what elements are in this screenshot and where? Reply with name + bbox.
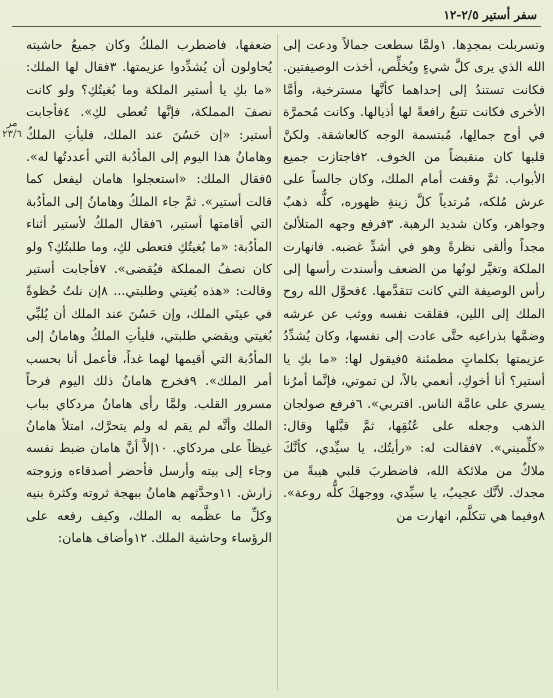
text-column-left [26,34,272,694]
column-right-text: وتسربلت بمجدِها. ١ولمَّا سطعت جمالاً ودعت إلى الله الذي يرى كلَّ شيءٍ ويُخلِّص، أخذت الوصيفتين. فكانت تستندُ إلى إحداهما كأنَّها مسترخية، وأمَّا الأخرى فكانت تتبعُ رافعةً لها أذيالها. وكانت مُحمرَّة في أوج جمالِها، مُبتسمة الوجه كالعاشقة. ولكنَّ قلبها كان منقبضاً من الخوف. ٢فاجتازت جميع الأبواب. ثمَّ وقفت أمام الملك، وكان جالساً على عرش مُلكه، مُرتدياً كلَّ زينةِ ظهوره، كلُّه ذهبٌ وجواهر، وكان شديد الرهبة. ٣فرفع وجهه المتلألئ مجداً وألقى نظرةً وهو في أشدِّ غضبه. فانهارت الملكة وتغيَّر لونُها من الضعف وأسندت رأسها إلى رأس الوصيفة التي كانت تتقدَّمها. ٤فحوَّل الله روح الملك إلى اللين، فقلقت نفسه ووثب عن عرشه وضمَّها بذراعيه حتَّى عادت إلى نفسها، وكان يُشدِّدُ عزيمتها بكلماتٍ مطمئنة ٥فيقول لها: «ما بكِ يا أستير؟ أنا أخوكِ، أنعمي بالاً، لن تموتي، فإنَّما أمرُنا يسري على عامَّة الناس. اقتربي». ٦فرفع صولجان الذهب وجعله على عُنُقِها، ثمَّ قبَّلها وقال: «كلِّميني». ٧فقالت له: «رأيتُك، يا سيِّدي، كأنَّكَ ملاكٌ من ملائكة الله، فاضطربَ قلبي هيبةً من مجدك. لأنَّك عجيبٌ، يا سيِّدي، ووجهكَ كلُّه روعة». ٨وفيما هي تتكلَّم، انهارت من [283,37,545,523]
page-header [12,6,541,27]
page-reference: سفر أستير ٢/٥-١٢ [443,8,537,22]
text-column-right [283,34,545,694]
margin-cross-reference: مر ٢٣/٦ [2,118,22,140]
column-left-text: ضعفها، فاضطرب الملكُ وكان جميعُ حاشيته يُحاولون أن يُشدِّدوا عزيمتها. ٣فقال لها الملك: «ما بكِ يا أستير الملكة وما بُغيتُكِ؟ ولو كانت نصفَ المملكة، فإنَّها تُعطى لكِ». ٤فأجابت أستير: «إن حَسُنَ عند الملك، فليأتِ الملكُ وهامانُ هذا اليوم إلى المأدُبة التي أعددتُها له». ٥فقال الملك: «استعجلوا هامان ليفعل كما قالت أستير». ثمَّ جاء الملكُ وهامانُ إلى المأدُبة التي أقامتها أستير، ٦فقال الملكُ لأستير أثناء المأدُبة: «ما بُغيتُكِ فتعطى لكِ، وما طلبتُكِ؟ ولو كان نصفُ المملكة فيُقضى». ٧فأجابت أستير وقالت: «هذه بُغيتي وطلبتي... ٨إن نلتُ حُظوةً في عينَي الملك، وإن حَسُنَ عند الملك أن يُلبِّي بُغيتي ويقضي طلبتي، فليأتِ الملكُ وهامانُ إلى المأدُبة التي أقيمها لهما غداً، فأعمل أنا بحسب أمر الملك». ٩فخرج هامانُ ذلك اليوم فرحاً مسرور القلب. ولمَّا رأى هامانُ مردكاي بباب الملك وأنَّه لم يقم له ولم يتحرَّك، امتلأ هامانُ غيظاً على مردكاي. ١٠إلاَّ أنَّ هامان ضبط نفسه وجاء إلى بيته وأرسل فأحضر أصدقاءه وزوجته زارش. ١١وحدَّثهم هامانُ ببهجة ثروته وكثرة بنيه وكلِّ ما عظَّمه به الملك، وكيف رفعه على الرؤساء وحاشية الملك. ١٢وأضاف هامان: [26,37,272,545]
column-divider [277,34,278,690]
